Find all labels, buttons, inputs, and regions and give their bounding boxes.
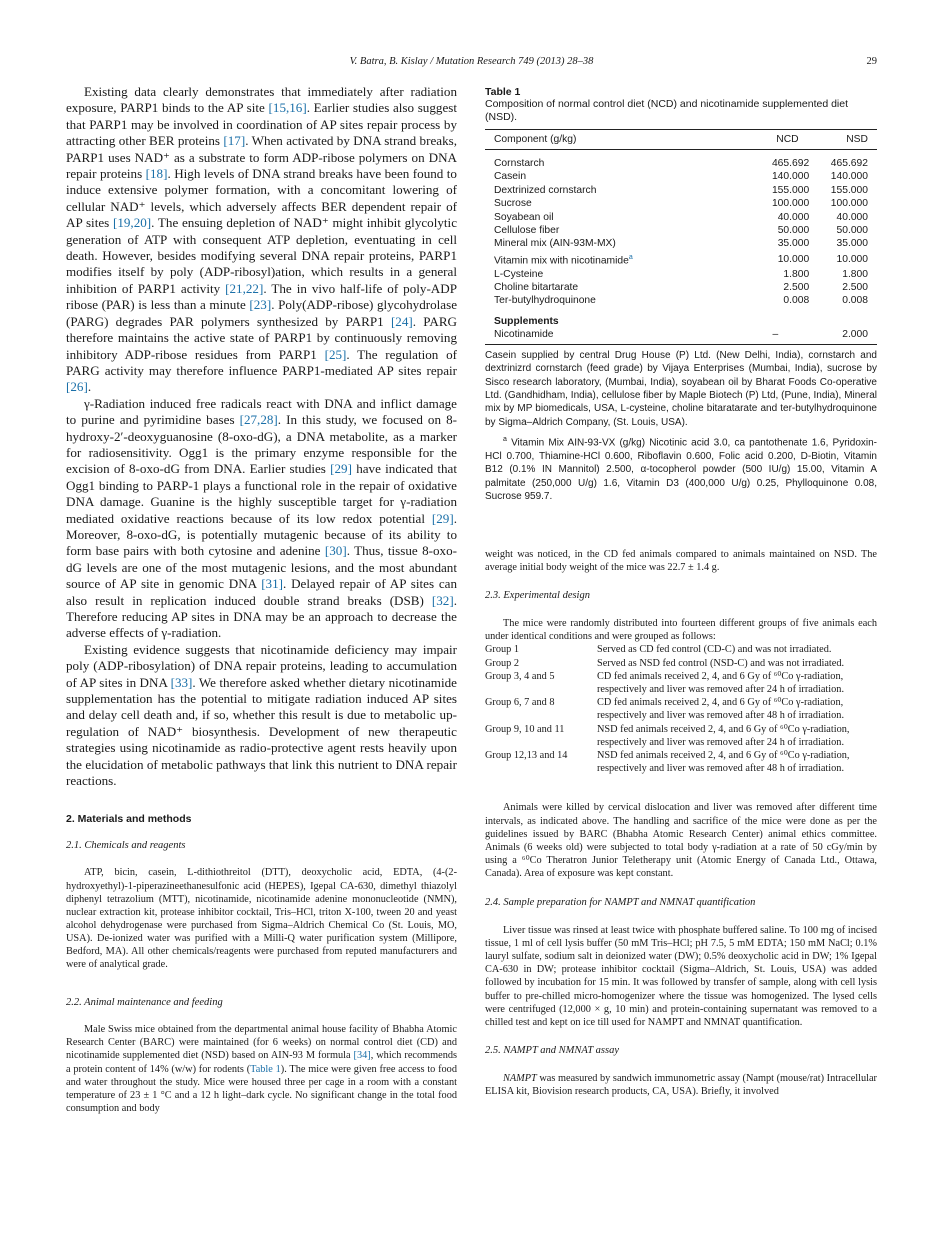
citation-link[interactable]: [19,20] [112, 215, 152, 231]
subsection-heading: 2.4. Sample preparation for NAMPT and NMNAT quantification [485, 896, 756, 908]
subsection-heading: 2.1. Chemicals and reagents [66, 840, 186, 852]
column-header: NCD [642, 130, 818, 150]
citation-link[interactable]: [29] [330, 461, 352, 477]
citation-link[interactable]: [21,22] [225, 280, 264, 296]
section-heading: 2. Materials and methods [66, 813, 192, 826]
citation-link[interactable]: [34] [353, 1050, 371, 1062]
citation-link[interactable]: [32] [431, 592, 454, 608]
table-row: Cornstarch 465.692 465.692 [494, 158, 868, 169]
table-row: Sucrose 100.000 100.000 [494, 198, 868, 210]
table-link[interactable]: Table 1 [250, 1063, 281, 1075]
right-column [485, 86, 877, 1099]
page-number: 29 [866, 56, 877, 67]
subsection-heading: 2.5. NAMPT and NMNAT assay [485, 1045, 619, 1057]
table-row: L-Cysteine 1.800 1.800 [494, 268, 868, 280]
citation-link[interactable]: [25] [324, 346, 347, 362]
list-item: Group 9, 10 and 11 NSD fed animals received 2, 4, and 6 Gy of ⁶⁰Co γ-radiation, respectively and liver was removed after 24 h of irradiation. [485, 723, 850, 748]
subsection-heading: 2.2. Animal maintenance and feeding [66, 997, 223, 1009]
list-item: Group 6, 7 and 8 CD fed animals received 2, 4, and 6 Gy of ⁶⁰Co γ-radiation, respectively and liver was removed after 48 h of irradiation. [485, 697, 845, 722]
table-footnote-a: $^a$ Vitamin Mix AIN-93-VX (g/kg) Nicotinic acid 3.0, ca pantothenate 1.6, Pyridoxin-HCl 0.700, Thiamine-HCl 0.600, Riboflavin 0.600, Folic acid 0.200, D-Biotin, Vitamin B12 (0.1% IN Mannitol) 2.500, α-tocopherol powder (500 IU/g) 15.00, Vitamin A palmitate (250,000 U/g) 1.6, Vitamin D3 (400,000 U/g) 0.25, Phylloquinone 0.08, Sucrose 959.7. [485, 436, 878, 503]
citation-link[interactable]: [26] [66, 379, 88, 395]
citation-link[interactable]: [17] [223, 133, 246, 149]
citation-link[interactable]: [23] [249, 297, 272, 313]
citation-link[interactable]: [27,28] [239, 412, 278, 428]
intro-paragraph-2: γ-Radiation induced free radicals react with DNA and inflict damage to purine and pyrimidine bases [27,28]. In this study, we focused on 8-hydroxy-2′-deoxyguanosine (8-oxo-dG), a DNA metabolite, as a marker for radiosensitivity. Ogg1 is the primary enzyme responsible for the excision of 8-oxo-dG from DNA. Earlier studies [29] have indicated that Ogg1 binding to PARP-1 plays a functional role in the repair of oxidative DNA damage. Guanine is the highly susceptible target for γ-radiation mediated oxidative reactions because of its low redox potential [29]. Moreover, 8-oxo-dG, is potentially mutagenic because of its ability to form base pairs with both cytosine and adenine [30]. Thus, tissue 8-oxo-dG levels are one of the most mutagenic lesions, and the most abundant source of AP site in genomic DNA [31]. Delayed repair of AP sites can also result in replication induced double strand breaks (DSB) [32]. Therefore reducing AP sites in DNA may be an approach to decrease the adverse effects of γ-radiation. [66, 395, 458, 641]
footnote-marker[interactable]: a [628, 253, 633, 261]
sacrifice-paragraph: Animals were killed by cervical dislocation and liver was removed after different time intervals, as indicated above. The handling and sacrifice of the mice were done as per the guidelines issued by BARC (Bhabha Atomic Research Center) animal ethics committee. Animals (6 weeks old) were subjected to total body γ-radiation at a rate of 50 cGy/min by using a ⁶⁰Co Theratron Junior Teletherapy unit (Atomic Energy of Canada Ltd., Ottawa, Canada). Area of exposure was kept constant. [485, 802, 877, 880]
citation-link[interactable]: [15,16] [268, 100, 307, 116]
citation-link[interactable]: [29] [431, 510, 454, 526]
group-list [485, 643, 877, 775]
table-row: Vitamin mix with nicotinamide$^a$ 10.000 10.000 [494, 253, 868, 267]
intro-paragraph-3: Existing evidence suggests that nicotinamide deficiency may impair poly (ADP-ribosylation) of DNA repair proteins, leading to accumulation of AP sites in DNA [33]. We therefore asked whether dietary nicotinamide supplementation has the potential to mitigate radiation induced AP sites and delay cell death and, if so, whether this result is due to metabolic up-regulation of NAD⁺ biosynthesis. Development of new therapeutic strategies using nicotinamide as radio-protective agent rests heavily upon the elucidation of metabolic pathways that link this nutrient to DNA repair reactions. [66, 641, 457, 789]
table-label: Table 1 [485, 86, 521, 98]
list-item: Group 1 Served as CD fed control (CD-C) and was not irradiated. [485, 644, 832, 656]
table-row: Soyabean oil 40.000 40.000 [494, 211, 868, 223]
column-header: NSD [818, 130, 877, 150]
intro-paragraph-1: Existing data clearly demonstrates that immediately after radiation exposure, PARP1 binds to the AP site [15,16]. Earlier studies also suggest that PARP1 may be involved in coordination of AP sites repair process by attracting other BER proteins [17]. When activated by DNA strand breaks, PARP1 uses NAD⁺ as a substrate to form ADP-ribose polymers on DNA repair proteins [18]. High levels of DNA strand breaks have been found to induce extensive polymer formation, with a concomitant lowering of cellular NAD⁺ levels, which adversely affects BER dependent repair of AP sites [19,20]. The ensuing depletion of NAD⁺ might inhibit glycolytic generation of ATP with consequent ATP depletion, eventuating in cell death. However, besides modifying several DNA repair proteins, PARP1 modifies itself by poly (ADP-ribosyl)ation, which results in a general inhibition of PARP1 activity [21,22]. The in vivo half-life of poly-ADP ribose (PAR) is less than a minute [23]. Poly(ADP-ribose) glycohydrolase (PARG) degrades PAR polymers synthesized by PARP1 [24]. PARG therefore maintains the active state of PARP1 by continuously removing inhibitory ADP-ribose residues from PARP1 [25]. The regulation of PARG activity may therefore influence PARP1-mediated AP sites repair [26]. [66, 84, 458, 395]
table-subheading-row: Supplements [494, 315, 559, 327]
table-row: Choline bitartarate 2.500 2.500 [494, 282, 868, 294]
list-item: Group 3, 4 and 5 CD fed animals received 2, 4, and 6 Gy of ⁶⁰Co γ-radiation, respectively and liver was removed after 24 h of irradiation. [485, 670, 845, 695]
table-row: Mineral mix (AIN-93M-MX) 35.000 35.000 [494, 238, 868, 250]
sample-prep-paragraph: Liver tissue was rinsed at least twice with phosphate buffered saline. To 100 mg of incised tissue, 1 ml of cell lysis buffer (50 mM Tris–HCl; pH 7.5, 5 mM EDTA; 150 mM NaCl; 0.1% lauryl sulfate, sodium salt in deionized water (DW); 0.5% deoxycholic acid in DW; 1% Igepal CA-630 in DW; protease inhibitor cocktail (Sigma–Aldrich, St. Louis, USA) was added followed by incubation for 15 min. It was followed by transfer of sample, along with cell lysis buffer to pre-chilled micro-homogenizer where the tissue was homogenized. The lysed cells were centrifuged (12,000 × g, 10 min) and protein-containing supernatant was removed to a chilled test and kept on ice till used for NAMPT and NMNAT quantification. [485, 924, 877, 1028]
assay-paragraph: NAMPT was measured by sandwich immunometric assay (Nampt (mouse/rat) Intracellular ELISA kit, Biovision research products, CA, USA). Briefly, it involved [485, 1073, 877, 1098]
table-footnote: Casein supplied by central Drug House (P) Ltd. (New Delhi, India), cornstarch and dextrinizrd cornstarch (feed grade) by Vijaya Enterprises (Mumbai, India), sucrose by Sisco research laboratory, (Mumbai, India), soyabean oil by Bharat Foods Co-operative Ltd. (Gandhidham, India), cellulose fiber by Maple Biotech (P) Ltd, (Pune, India), Mineral mix by MP biomedicals, USA, L-cysteine, choline bitaratarate and ter-butylhydroquinone by Sigma–Aldrich Company, (St. Louis, USA). [485, 349, 877, 428]
table-row: Ter-butylhydroquinone 0.008 0.008 [494, 295, 868, 307]
table-row: Dextrinized cornstarch 155.000 155.000 [494, 184, 868, 196]
left-column [66, 84, 457, 1115]
subsection-heading: 2.3. Experimental design [485, 589, 590, 601]
running-title: V. Batra, B. Kislay / Mutation Research 749 (2013) 28–38 [349, 56, 594, 67]
citation-link[interactable]: [18] [145, 166, 168, 182]
list-item: Group 12,13 and 14 NSD fed animals received 2, 4, and 6 Gy of ⁶⁰Co γ-radiation, respectively and liver was removed after 48 h of irradiation. [485, 749, 850, 775]
table-row: Casein 140.000 140.000 [494, 171, 868, 183]
table-row: Cellulose fiber 50.000 50.000 [494, 225, 868, 237]
citation-link[interactable]: [30] [324, 543, 347, 559]
citation-link[interactable]: [33] [170, 674, 193, 690]
list-item: Group 2 Served as NSD fed control (NSD-C) and was not irradiated. [485, 657, 845, 669]
column-header: Component (g/kg) [485, 130, 642, 150]
citation-link[interactable]: [31] [261, 576, 284, 592]
table-caption: Composition of normal control diet (NCD) and nicotinamide supplemented diet (NSD). [485, 98, 849, 123]
design-paragraph: The mice were randomly distributed into fourteen different groups of five animals each under identical conditions and were grouped as follows: [485, 617, 877, 643]
table-header-row [485, 130, 877, 150]
continued-paragraph: weight was noticed, in the CD fed animals compared to animals maintained on NSD. The average initial body weight of the mice was 22.7 ± 1.4 g. [485, 548, 877, 573]
chemicals-paragraph: ATP, bicin, casein, L-dithiothreitol (DTT), deoxycholic acid, EDTA, (4-(2-hydroxyethyl)-1-piperazineethanesulfonic acid (HEPES), Igepal CA-630, dimethyl thiazolyl diphenyl tetrazolium (MTT), nicotinamide, nicotinamide adenine mononucleotide (NMN), nuclear extraction kit, protease inhibitor cocktail, Tris–HCl, triton X-100, tween 20 and yeast alcohol dehydrogenase were purchased from Sigma–Aldrich Chemical Co (St. Louis, MO, USA). De-ionized water was purified with a Milli-Q water purification system (Millipore, Bedford, MA). All other chemicals/reagents were purchased from reputed manufacturers and were of analytical grade. [66, 867, 457, 971]
composition-table [485, 129, 877, 345]
animal-paragraph: Male Swiss mice obtained from the departmental animal house facility of Bhabha Atomic Research Center (BARC) were maintained (for 6 weeks) on normal control diet (CD) and nicotinamide supplemented diet (NSD) based on AIN-93 M formula [34], which recommends a protein content of 14% (w/w) for rodents (Table 1). The mice were given free access to food and water throughout the study. Mice were housed three per cage in a room with a constant temperature of 23 ± 1 °C and a 12 h light–dark cycle. No significant change in the total food consumption and body [66, 1024, 457, 1114]
table-row: Nicotinamide – 2.000 [485, 328, 877, 344]
citation-link[interactable]: [24] [390, 313, 413, 329]
